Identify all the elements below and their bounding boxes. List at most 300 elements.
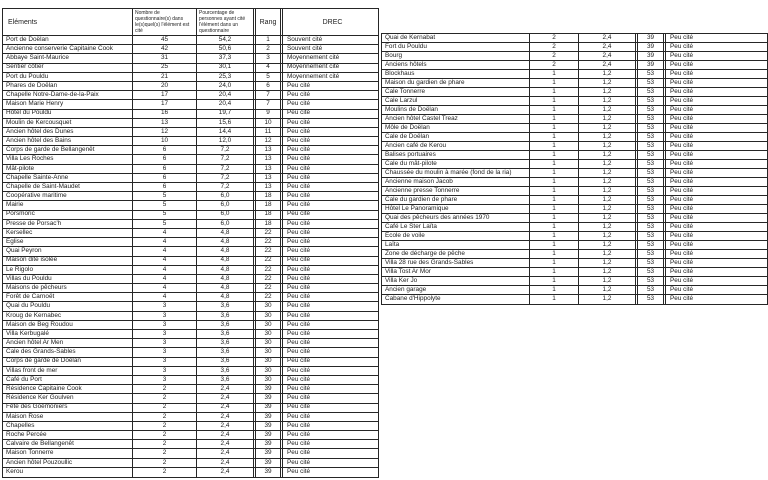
rank-cell: 39 [253,394,283,402]
element-name-cell: Sentier côtier [3,64,133,72]
table-row [382,286,767,295]
count-cell: 6 [133,165,197,173]
drec-cell: Peu cité [670,124,694,131]
table-row [3,459,378,468]
element-name-cell: Presse de Porsac'h [3,220,133,228]
percent-cell: 6,0 [220,201,230,209]
drec-cell: Peu cité [670,79,694,86]
rank-cell: 53 [635,286,666,294]
percent-cell: 1,2 [602,232,612,239]
table-row [3,321,378,330]
rank-cell: 53 [635,259,666,267]
table-row [3,330,378,339]
count-cell: 20 [133,82,197,90]
count-cell: 10 [133,137,197,145]
table-row [382,196,767,205]
table-row [382,97,767,106]
header-elements: Eléments [3,9,133,35]
rank-cell: 39 [635,52,666,60]
rank-cell: 53 [635,205,666,213]
count-cell: 1 [530,214,579,222]
element-name-cell: Le Rigolo [3,266,133,274]
percent-cell: 3,6 [220,348,230,356]
table-row [3,211,378,220]
rank-cell: 30 [253,367,283,375]
rank-cell: 53 [635,124,666,132]
rank-cell: 53 [635,70,666,78]
drec-cell: Peu cité [670,70,694,77]
drec-cell: Peu cité [670,232,694,239]
elements-table-left [2,8,379,478]
percent-cell: 1,2 [602,70,612,77]
count-cell: 1 [530,196,579,204]
drec-cell: Peu cité [670,169,694,176]
table-row [3,367,378,376]
count-cell: 31 [133,54,197,62]
element-name-cell: Résidence Capitaine Cook [3,385,133,393]
rank-cell: 39 [253,422,283,430]
rank-cell: 53 [635,88,666,96]
element-name-cell: Café du Port [3,376,133,384]
percent-cell: 50,6 [218,45,232,53]
rank-cell: 39 [253,404,283,412]
drec-cell: Peu cité [287,385,311,393]
count-cell: 2 [133,449,197,457]
drec-cell: Peu cité [287,440,311,448]
percent-cell: 1,2 [602,178,612,185]
drec-cell: Peu cité [287,192,311,200]
header-drec: DREC [322,18,343,26]
element-name-cell: Cale Tonnerre [382,88,530,96]
count-cell: 2 [133,422,197,430]
rank-cell: 30 [253,330,283,338]
rank-cell: 4 [253,64,283,72]
count-cell: 2 [133,440,197,448]
element-name-cell: Phares de Doëlan [3,82,133,90]
element-name-cell: Chapelle Notre-Dame-de-la-Paix [3,91,133,99]
percent-cell: 2,4 [220,440,230,448]
drec-cell: Peu cité [670,223,694,230]
percent-cell: 3,6 [220,311,230,319]
element-name-cell: Ecole de voile [382,232,530,240]
percent-cell: 2,4 [602,34,612,41]
rank-cell: 30 [253,339,283,347]
element-name-cell: Chapelle Sainte-Anne [3,174,133,182]
percent-cell: 20,4 [218,91,232,99]
table-row [3,183,378,192]
table-row [382,259,767,268]
drec-cell: Peu cité [287,201,311,209]
rank-cell: 53 [635,160,666,168]
drec-cell: Peu cité [287,375,311,383]
table-row [382,70,767,79]
percent-cell: 7,2 [220,146,230,154]
table-row [382,295,767,304]
drec-cell: Peu cité [670,214,694,221]
rank-cell: 39 [253,431,283,439]
element-name-cell: Cale de Doëlan [382,133,530,141]
element-name-cell: Anciens hôtels [382,61,530,69]
percent-cell: 1,2 [602,169,612,176]
rank-cell: 22 [253,293,283,301]
percent-cell: 7,2 [220,173,230,181]
element-name-cell: Cale du mât-pilote [382,160,530,168]
table-row [3,110,378,119]
table-row [3,468,378,477]
table-row [382,223,767,232]
percent-cell: 4,8 [220,293,230,301]
table-row [3,284,378,293]
table-row [3,165,378,174]
rank-cell: 53 [635,250,666,258]
rank-cell: 30 [253,376,283,384]
drec-cell: Moyennement cité [287,54,340,62]
count-cell: 1 [530,250,579,258]
percent-cell: 1,2 [602,259,612,266]
drec-cell: Peu cité [670,142,694,149]
elements-table-right [381,33,768,305]
element-name-cell: Chaussée du moulin à marée (fond de la ria) [382,169,530,177]
element-name-cell: Cale du gardien de phare [382,196,530,204]
table-row [3,45,378,54]
table-row [3,91,378,100]
element-name-cell: Villa 28 rue des Grands-Sables [382,259,530,267]
table-row [3,229,378,238]
percent-cell: 1,2 [602,223,612,230]
percent-cell: 12,0 [218,137,232,144]
rank-cell: 13 [253,183,283,191]
table-row [3,64,378,73]
drec-cell: Peu cité [670,178,694,185]
rank-cell: 5 [253,73,283,81]
count-cell: 5 [133,211,197,219]
header-rank: Rang [253,9,283,35]
element-name-cell: Maison du gardien de phare [382,79,530,87]
element-name-cell: Maison de Beg Roudou [3,321,133,329]
count-cell: 16 [133,110,197,118]
count-cell: 17 [133,100,197,108]
percent-cell: 1,2 [602,268,612,275]
rank-cell: 39 [253,385,283,393]
percent-cell: 2,4 [220,403,230,411]
element-name-cell: Blockhaus [382,70,530,78]
element-name-cell: Ancien hôtel des Bains [3,137,133,145]
table-row [3,220,378,229]
table-row [382,160,767,169]
percent-cell: 1,2 [602,214,612,221]
rank-cell: 39 [635,61,666,69]
drec-cell: Peu cité [287,449,311,457]
rank-cell: 53 [635,106,666,114]
rank-cell: 22 [253,229,283,237]
table-row [3,100,378,109]
count-cell: 21 [133,73,197,81]
rank-cell: 39 [253,413,283,421]
percent-cell: 24,0 [218,81,232,89]
count-cell: 2 [133,468,197,477]
element-name-cell: Maison dite isolée [3,257,133,265]
percent-cell: 1,2 [602,277,612,284]
element-name-cell: Villa Les Roches [3,155,133,163]
table-row [382,178,767,187]
element-name-cell: Chapelle de Saint-Maudet [3,183,133,191]
table-row [3,302,378,311]
percent-cell: 7,2 [220,183,230,190]
rank-cell: 53 [635,169,666,177]
rank-cell: 18 [253,201,283,209]
table-row [3,192,378,201]
drec-cell: Peu cité [670,43,694,50]
count-cell: 4 [133,293,197,301]
table-row [3,275,378,284]
table-body-left [3,36,378,477]
rank-cell: 22 [253,247,283,255]
rank-cell: 39 [635,43,666,51]
element-name-cell: Cabane d'Hippolyte [382,295,530,304]
element-name-cell: Corps de garde de Bellangenêt [3,146,133,154]
percent-cell: 1,2 [602,115,612,122]
element-name-cell: Roche Percée [3,431,133,439]
rank-cell: 3 [253,54,283,62]
count-cell: 3 [133,312,197,320]
drec-cell: Peu cité [287,228,311,236]
count-cell: 1 [530,97,579,105]
count-cell: 3 [133,367,197,375]
table-row [3,413,378,422]
count-cell: 3 [133,302,197,310]
table-row [3,82,378,91]
table-row [382,115,767,124]
table-row [3,146,378,155]
drec-cell: Peu cité [287,320,311,328]
table-body-right [382,34,767,304]
drec-cell: Peu cité [670,97,694,104]
count-cell: 1 [530,106,579,114]
count-cell: 1 [530,286,579,294]
element-name-cell: Ancien hôtel Ar Men [3,339,133,347]
drec-cell: Peu cité [287,311,311,319]
count-cell: 6 [133,155,197,163]
percent-cell: 1,2 [602,106,612,113]
percent-cell: 2,4 [602,43,612,50]
element-name-cell: Maisons de pêcheurs [3,284,133,292]
rank-cell: 1 [253,36,283,44]
table-row [382,205,767,214]
count-cell: 4 [133,284,197,292]
percent-cell: 3,6 [220,375,230,383]
percent-cell: 7,2 [220,164,230,172]
drec-cell: Peu cité [670,286,694,293]
count-cell: 1 [530,88,579,96]
rank-cell: 39 [635,34,666,42]
rank-cell: 18 [253,211,283,219]
count-cell: 5 [133,220,197,228]
count-cell: 45 [133,36,197,44]
drec-cell: Peu cité [670,160,694,167]
count-cell: 2 [133,459,197,467]
element-name-cell: Maison Tonnerre [3,449,133,457]
element-name-cell: Calvaire de Bellangenêt [3,440,133,448]
table-row [3,73,378,82]
table-row [3,238,378,247]
drec-cell: Peu cité [670,133,694,140]
element-name-cell: Cale Larzul [382,97,530,105]
table-row [3,394,378,403]
table-row [3,36,378,45]
rank-cell: 30 [253,321,283,329]
rank-cell: 53 [635,79,666,87]
drec-cell: Peu cité [670,88,694,95]
percent-cell: 3,6 [220,330,230,337]
table-row [382,88,767,97]
table-row [3,137,378,146]
drec-cell: Peu cité [287,173,311,181]
table-row [3,266,378,275]
count-cell: 5 [133,192,197,200]
drec-cell: Peu cité [287,127,311,135]
percent-cell: 4,8 [220,274,230,282]
count-cell: 1 [530,79,579,87]
percent-cell: 15,6 [218,118,232,126]
count-cell: 25 [133,64,197,72]
drec-cell: Moyennement cité [287,72,340,80]
table-row [382,169,767,178]
percent-cell: 1,2 [602,97,612,104]
element-name-cell: Villa Tost Ar Mor [382,268,530,276]
table-header-row [3,9,378,36]
element-name-cell: Ancien hôtel Pouzoullic [3,459,133,467]
drec-cell: Peu cité [287,403,311,411]
drec-cell: Peu cité [670,34,694,41]
percent-cell: 1,2 [602,79,612,86]
count-cell: 3 [133,330,197,338]
count-cell: 1 [530,70,579,78]
rank-cell: 39 [253,449,283,457]
element-name-cell: Villa Kerbugalé [3,330,133,338]
rank-cell: 39 [253,468,283,477]
count-cell: 1 [530,178,579,186]
rank-cell: 30 [253,358,283,366]
count-cell: 3 [133,339,197,347]
rank-cell: 53 [635,142,666,150]
rank-cell: 53 [635,268,666,276]
table-row [3,440,378,449]
rank-cell: 30 [253,302,283,310]
percent-cell: 3,6 [220,302,230,310]
rank-cell: 22 [253,275,283,283]
table-row [3,54,378,63]
table-row [3,155,378,164]
rank-cell: 22 [253,238,283,246]
count-cell: 1 [530,133,579,141]
count-cell: 1 [530,259,579,267]
element-name-cell: Villas du Pouldu [3,275,133,283]
rank-cell: 22 [253,284,283,292]
drec-cell: Peu cité [287,330,311,337]
drec-cell: Peu cité [670,295,694,303]
percent-cell: 1,2 [602,187,612,194]
rank-cell: 7 [253,100,283,108]
rank-cell: 39 [253,440,283,448]
count-cell: 42 [133,45,197,53]
percent-cell: 25,3 [218,72,232,80]
element-name-cell: Quai des pêcheurs des années 1970 [382,214,530,222]
count-cell: 1 [530,295,579,304]
element-name-cell: Ancien garage [382,286,530,294]
element-name-cell: Zone de décharge de pêche [382,250,530,258]
percent-cell: 6,0 [220,219,230,227]
element-name-cell: Fort du Pouldu [382,43,530,51]
count-cell: 1 [530,268,579,276]
count-cell: 1 [530,241,579,249]
drec-cell: Peu cité [670,205,694,212]
drec-cell: Peu cité [287,458,311,466]
table-row [382,52,767,61]
table-row [382,277,767,286]
table-row [382,133,767,142]
drec-cell: Peu cité [670,106,694,113]
element-name-cell: Chapelles [3,422,133,430]
percent-cell: 4,8 [220,256,230,264]
percent-cell: 14,4 [218,127,232,135]
drec-cell: Peu cité [287,468,311,476]
table-row [3,247,378,256]
element-name-cell: Kroug de Kernabec [3,312,133,320]
drec-cell: Moyennement cité [287,63,340,71]
drec-cell: Peu cité [287,302,311,310]
percent-cell: 4,8 [220,247,230,255]
table-row [382,232,767,241]
percent-cell: 4,8 [220,238,230,246]
element-name-cell: Ancien hôtel des Dunes [3,128,133,136]
drec-cell: Peu cité [287,81,311,89]
count-cell: 3 [133,348,197,356]
header-count: Nombre de questionnaire(s) dans le(s)quel(s) l'élément est cité [133,9,197,35]
table-row [3,339,378,348]
drec-cell: Peu cité [670,250,694,257]
element-name-cell: Maison Rose [3,413,133,421]
drec-cell: Peu cité [287,247,311,255]
percent-cell: 30,1 [218,63,232,71]
percent-cell: 4,8 [220,284,230,291]
table-row [382,250,767,259]
element-name-cell: Coopérative maritime [3,192,133,200]
percent-cell: 1,2 [602,295,612,303]
percent-cell: 1,2 [602,250,612,257]
element-name-cell: Ancienne presse Tonnerre [382,187,530,195]
rank-cell: 53 [635,151,666,159]
drec-cell: Peu cité [287,238,311,246]
count-cell: 1 [530,205,579,213]
percent-cell: 3,6 [220,339,230,347]
rank-cell: 11 [253,128,283,136]
percent-cell: 1,2 [602,133,612,140]
drec-cell: Souvent cité [287,45,323,53]
count-cell: 1 [530,142,579,150]
drec-cell: Peu cité [287,118,311,126]
drec-cell: Peu cité [287,91,311,99]
rank-cell: 53 [635,214,666,222]
percent-cell: 1,2 [602,151,612,158]
rank-cell: 53 [635,97,666,105]
drec-cell: Peu cité [287,274,311,282]
element-name-cell: Port de Doëlan [3,36,133,44]
drec-cell: Peu cité [287,265,311,273]
count-cell: 4 [133,257,197,265]
table-row [3,385,378,394]
percent-cell: 54,2 [218,36,232,43]
element-name-cell: Ancienne conserverie Capitaine Cook [3,45,133,53]
